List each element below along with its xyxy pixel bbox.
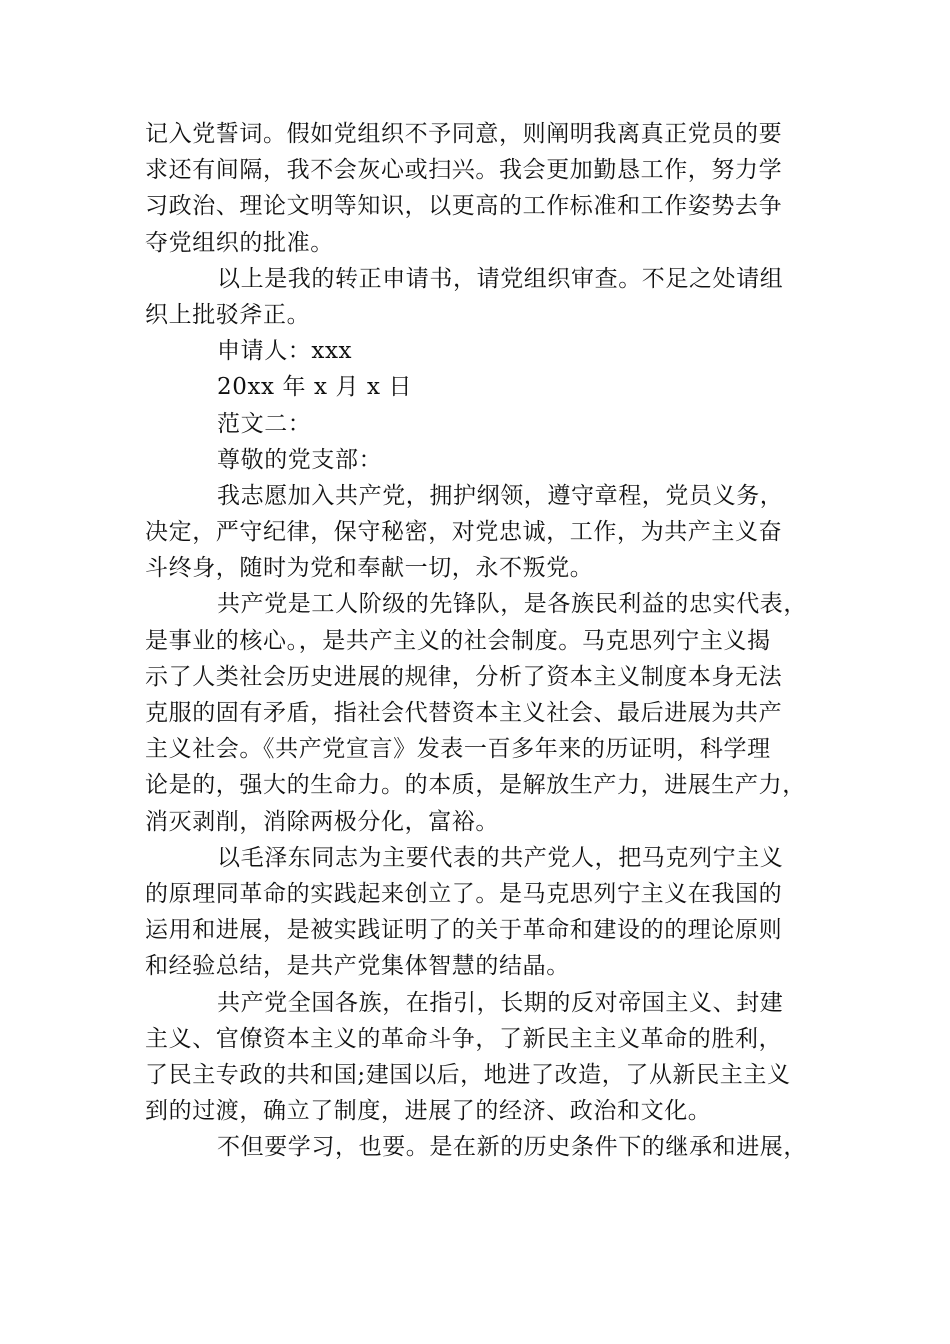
text-line: 斗终身，随时为党和奉献一切，永不叛党。: [145, 555, 594, 582]
text-line: 主义社会。《共产党宣言》发表一百多年来的历证明，科学理: [145, 736, 771, 763]
text-line: 运用和进展，是被实践证明了的关于革命和建设的的理论原则: [145, 917, 783, 944]
text-line: 以毛泽东同志为主要代表的共产党人，把马克列宁主义: [217, 844, 784, 871]
text-line: 到的过渡，确立了制度，进展了的经济、政治和文化。: [145, 1098, 712, 1125]
text-line: 和经验总结，是共产党集体智慧的结晶。: [145, 953, 570, 980]
text-line: 申请人：xxx: [217, 338, 353, 365]
text-line: 主义、官僚资本主义的革命斗争，了新民主主义革命的胜利，: [145, 1025, 783, 1052]
text-line: 是事业的核心。，是共产主义的社会制度。马克思列宁主义揭: [145, 627, 771, 654]
text-line: 求还有间隔，我不会灰心或扫兴。我会更加勤恳工作，努力学: [145, 157, 783, 184]
text-line: 共产党全国各族，在指引，长期的反对帝国主义、封建: [217, 989, 784, 1016]
text-line: 我志愿加入共产党，拥护纲领，遵守章程，党员义务，: [217, 482, 784, 509]
text-line: 范文二：: [217, 410, 312, 437]
text-line: 不但要学习，也要。是在新的历史条件下的继承和进展，: [217, 1134, 807, 1161]
text-line: 论是的，强大的生命力。的本质，是解放生产力，进展生产力，: [145, 772, 806, 799]
text-line: 示了人类社会历史进展的规律，分析了资本主义制度本身无法: [145, 663, 783, 690]
text-line: 习政治、理论文明等知识，以更高的工作标准和工作姿势去争: [145, 193, 783, 220]
text-line: 的原理同革命的实践起来创立了。是马克思列宁主义在我国的: [145, 880, 783, 907]
text-line: 了民主专政的共和国;建国以后，地进了改造，了从新民主主义: [145, 1061, 791, 1088]
text-line: 决定，严守纪律，保守秘密，对党忠诚，工作，为共产主义奋: [145, 519, 783, 546]
text-line: 共产党是工人阶级的先锋队，是各族民利益的忠实代表，: [217, 591, 807, 618]
document-body: [145, 116, 805, 1165]
text-line: 夺党组织的批准。: [145, 229, 334, 256]
text-line: 以上是我的转正申请书，请党组织审查。不足之处请组: [217, 265, 784, 292]
text-line: 20xx 年 x 月 x 日: [217, 374, 413, 401]
text-line: 记入党誓词。假如党组织不予同意，则阐明我离真正党员的要: [145, 121, 783, 147]
text-line: 尊敬的党支部：: [217, 446, 383, 473]
text-line: 织上批驳斧正。: [145, 301, 311, 328]
text-line: 克服的固有矛盾，指社会代替资本主义社会、最后进展为共产: [145, 700, 783, 726]
text-line: 消灭剥削，消除两极分化，富裕。: [145, 808, 499, 835]
